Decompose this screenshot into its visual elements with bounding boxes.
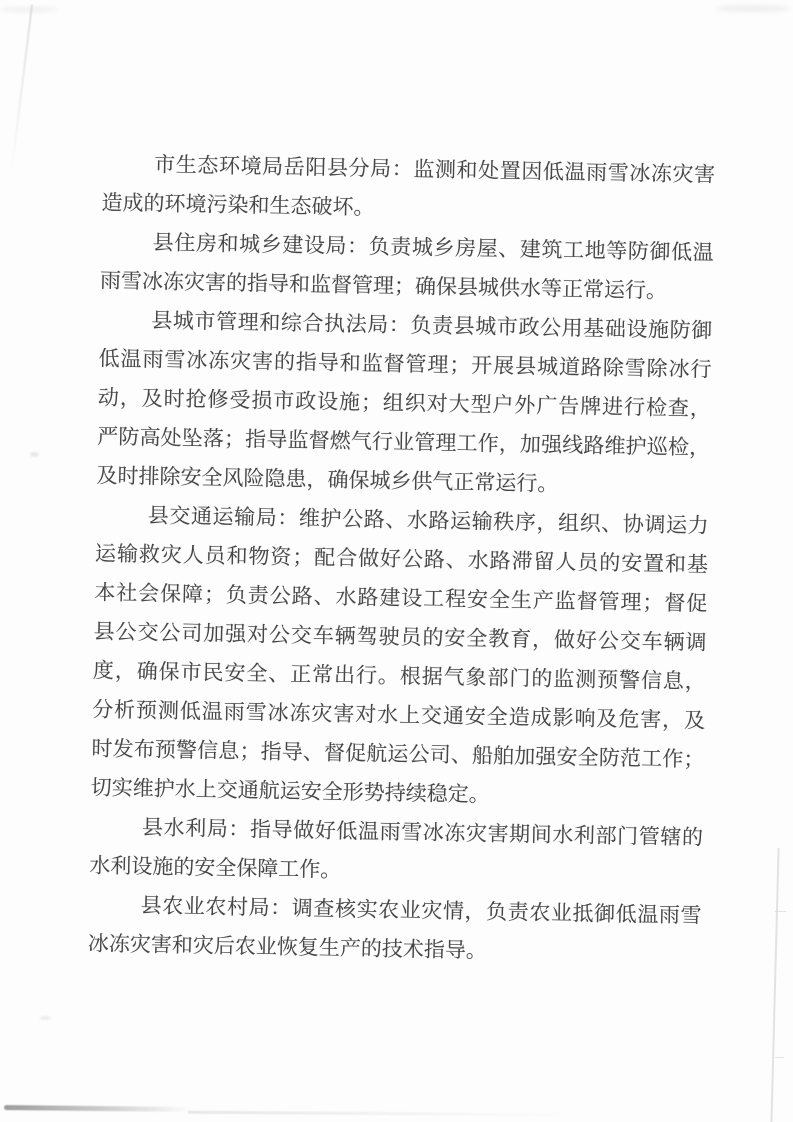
document-line: 切实维护水上交通航运安全形势持续稳定。 xyxy=(90,775,490,807)
scan-crease-artifact xyxy=(11,4,33,168)
document-line: 本社会保障；负责公路、水路建设工程安全生产监督管理；督促 xyxy=(94,580,708,616)
scan-smudge-artifact xyxy=(40,1016,51,1020)
paragraph xyxy=(96,300,712,506)
document-line: 县公交公司加强对公交车辆驾驶员的安全教育，做好公交车辆调 xyxy=(93,619,707,655)
document-line: 市生态环境局岳阳县分局：监测和处置因低温雨雪冰冻灾害 xyxy=(153,152,716,187)
paragraph xyxy=(88,885,702,974)
document-line: 分析预测低温雨雪冰冻灾害对水上交通安全造成影响及危害，及 xyxy=(91,697,706,733)
paragraph xyxy=(89,807,703,896)
scan-smudge-artifact xyxy=(716,5,790,12)
document-line: 及时排除安全风险隐患，确保城乡供气正常运行。 xyxy=(96,463,559,496)
page-edge-line-artifact xyxy=(770,848,779,1122)
document-line: 水利设施的安全保障工作。 xyxy=(89,853,342,882)
document-line: 县城市管理和综合执法局：负责县城市政公用基础设施防御 xyxy=(151,308,713,343)
document-line: 造成的环境污染和生态破坏。 xyxy=(101,190,375,220)
scan-smudge-artifact xyxy=(0,7,58,12)
document-line: 低温雨雪冰冻灾害的指导和监督管理；开展县城道路除雪除冰行 xyxy=(98,346,712,382)
document-line: 度，确保市民安全、正常出行。根据气象部门的监测预警信息， xyxy=(92,658,707,694)
document-line: 严防高处坠落；指导监督燃气行业管理工作，加强线路维护巡检， xyxy=(96,424,711,460)
document-line: 县农业农村局：调查核实农业灾情，负责农业抵御低温雨雪 xyxy=(140,893,702,928)
document-line: 冰冻灾害和灾后农业恢复生产的技术指导。 xyxy=(87,931,488,963)
page-edge-line-artifact xyxy=(775,1057,784,1058)
document-line: 动，及时抢修受损市政设施；组织对大型户外广告牌进行检查， xyxy=(97,385,712,421)
paragraph xyxy=(100,222,714,311)
paragraph xyxy=(90,495,709,818)
document-line: 县水利局：指导做好低温雨雪冰冻灾害期间水利部门管辖的 xyxy=(141,815,704,850)
scan-streak-artifact xyxy=(188,1111,568,1117)
document-line: 雨雪冰冻灾害的指导和监督管理；确保县城供水等正常运行。 xyxy=(99,268,668,303)
document-line: 县交通运输局：维护公路、水路运输秩序，组织、协调运力 xyxy=(147,503,709,538)
document-line: 县住房和城乡建设局：负责城乡房屋、建筑工地等防御低温 xyxy=(152,230,714,265)
paragraph xyxy=(101,144,715,233)
scan-streak-artifact xyxy=(4,1105,190,1112)
page-edge-line-artifact xyxy=(775,911,786,912)
scan-smudge-artifact xyxy=(30,452,39,457)
document-line: 运输救灾人员和物资；配合做好公路、水路滞留人员的安置和基 xyxy=(94,541,709,577)
document-body xyxy=(88,144,716,974)
document-line: 时发布预警信息；指导、督促航运公司、船舶加强安全防范工作； xyxy=(91,736,705,772)
